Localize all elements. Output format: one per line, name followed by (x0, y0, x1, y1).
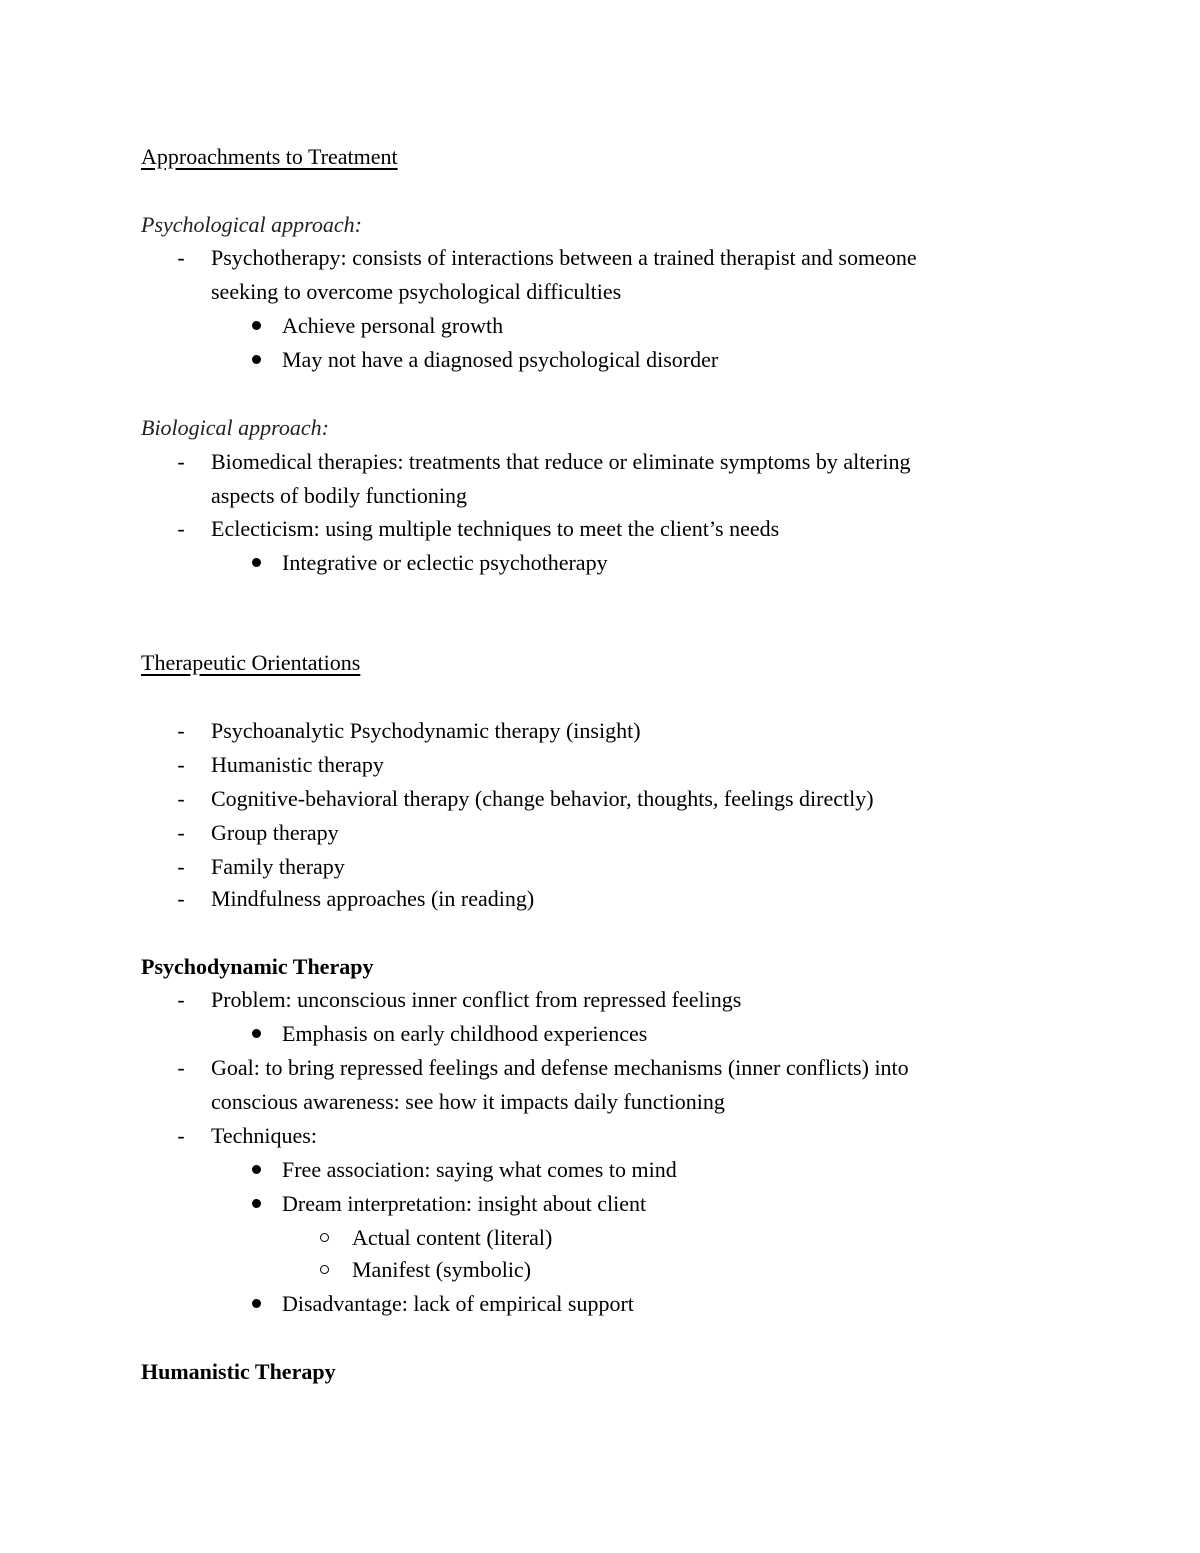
list-item: Group therapy (211, 820, 339, 845)
list-item: Family therapy (211, 854, 345, 879)
list-item: Achieve personal growth (282, 313, 504, 338)
bullet-dot (252, 1165, 261, 1174)
list-item: Psychoanalytic Psychodynamic therapy (insight) (211, 718, 641, 743)
bullet-ring (320, 1265, 329, 1274)
biomedical-line-1: Biomedical therapies: treatments that reduce or eliminate symptoms by altering (211, 449, 911, 474)
psychological-approach-label: Psychological approach: (141, 212, 362, 237)
list-item: Cognitive-behavioral therapy (change behavior, thoughts, feelings directly) (211, 786, 874, 811)
list-item: Humanistic therapy (211, 752, 384, 777)
dash-bullet: - (177, 752, 185, 777)
problem-line: Problem: unconscious inner conflict from repressed feelings (211, 987, 742, 1012)
psychotherapy-line-1: Psychotherapy: consists of interactions between a trained therapist and someone (211, 245, 917, 270)
goal-line-2: conscious awareness: see how it impacts daily functioning (211, 1089, 725, 1114)
list-item: Emphasis on early childhood experiences (282, 1021, 648, 1046)
bullet-dot (252, 321, 261, 330)
list-item: Dream interpretation: insight about client (282, 1191, 647, 1216)
dash-bullet: - (177, 820, 185, 845)
section-heading-approachments: Approachments to Treatment (141, 144, 398, 169)
section-heading-humanistic: Humanistic Therapy (141, 1359, 336, 1384)
bullet-dot (252, 1029, 261, 1038)
dash-bullet: - (177, 449, 185, 474)
bullet-dot (252, 355, 261, 364)
section-heading-therapeutic-orientations: Therapeutic Orientations (141, 650, 361, 675)
techniques-label: Techniques: (211, 1123, 317, 1148)
bullet-dot (252, 1299, 261, 1308)
dash-bullet: - (177, 245, 185, 270)
list-item: Free association: saying what comes to mind (282, 1157, 677, 1182)
goal-line-1: Goal: to bring repressed feelings and defense mechanisms (inner conflicts) into (211, 1055, 909, 1080)
dash-bullet: - (177, 886, 185, 911)
dash-bullet: - (177, 854, 185, 879)
dash-bullet: - (177, 1123, 185, 1148)
section-heading-psychodynamic: Psychodynamic Therapy (141, 954, 374, 979)
list-item: May not have a diagnosed psychological disorder (282, 347, 719, 372)
list-item: Manifest (symbolic) (352, 1257, 532, 1282)
biomedical-line-2: aspects of bodily functioning (211, 483, 468, 508)
dash-bullet: - (177, 718, 185, 743)
bullet-ring (320, 1233, 329, 1242)
dash-bullet: - (177, 516, 185, 541)
dash-bullet: - (177, 786, 185, 811)
biological-approach-label: Biological approach: (141, 415, 329, 440)
dash-bullet: - (177, 1055, 185, 1080)
dash-bullet: - (177, 987, 185, 1012)
list-item: Disadvantage: lack of empirical support (282, 1291, 634, 1316)
eclecticism-line: Eclecticism: using multiple techniques to meet the client’s needs (211, 516, 780, 541)
list-item: Integrative or eclectic psychotherapy (282, 550, 608, 575)
bullet-dot (252, 1199, 261, 1208)
list-item: Actual content (literal) (352, 1225, 553, 1250)
psychotherapy-line-2: seeking to overcome psychological difficulties (211, 279, 622, 304)
bullet-dot (252, 558, 261, 567)
list-item: Mindfulness approaches (in reading) (211, 886, 535, 911)
